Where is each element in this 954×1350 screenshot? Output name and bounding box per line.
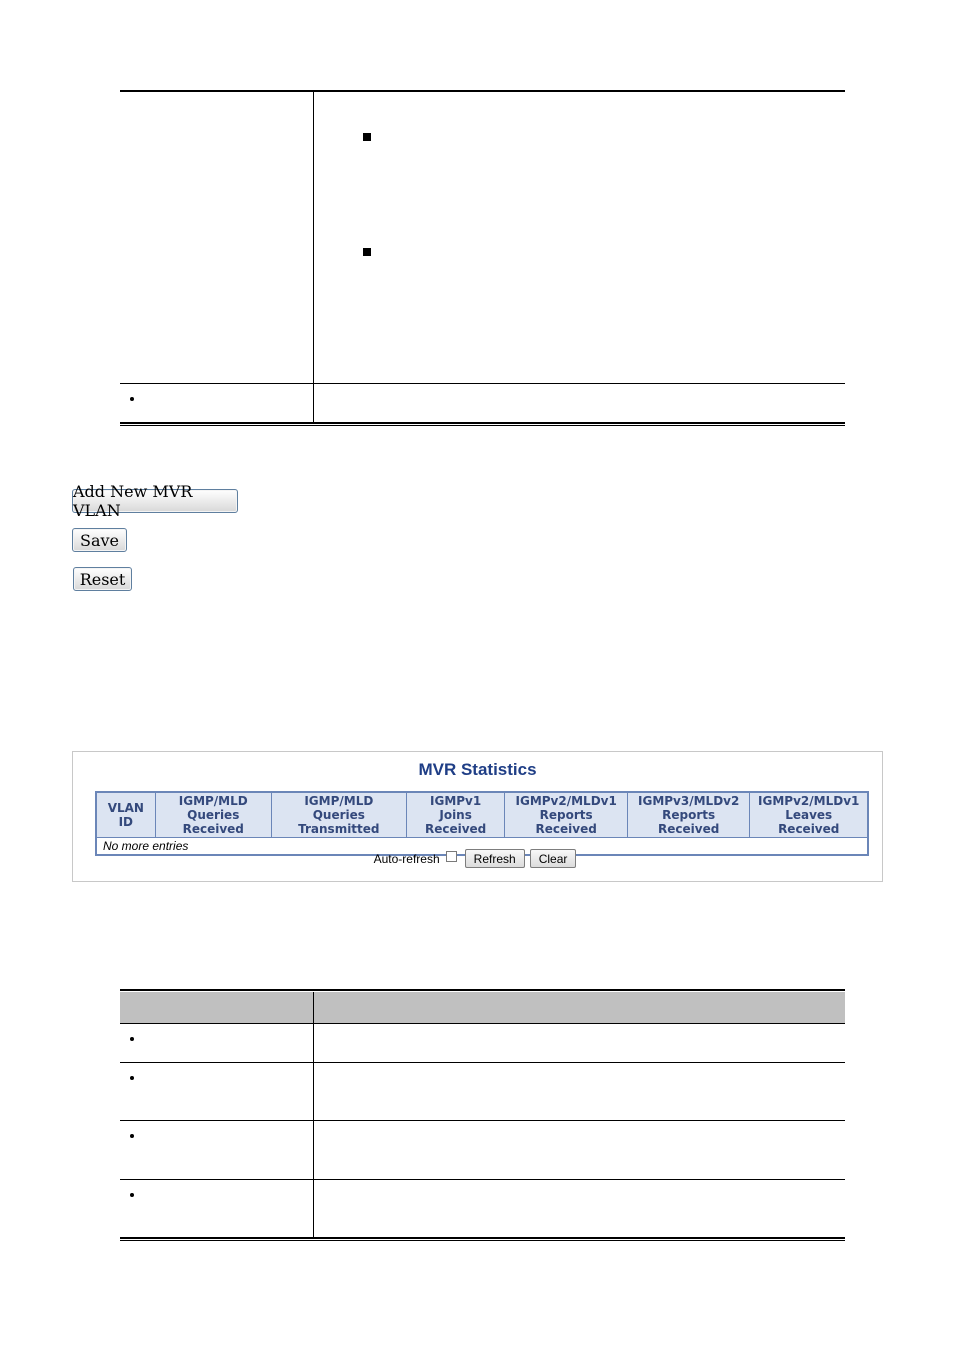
square-bullet-icon [363, 248, 371, 256]
upper-table-column-divider [313, 92, 314, 424]
lower-table-row-divider [120, 1179, 845, 1180]
col-queries-transmitted: IGMP/MLD Queries Transmitted [271, 792, 406, 838]
lower-table-header-rule [120, 1023, 845, 1024]
col-queries-received: IGMP/MLD Queries Received [155, 792, 271, 838]
upper-table-bottom-rule [120, 422, 845, 424]
lower-table-bottom-rule [120, 1237, 845, 1239]
col-igmpv1-joins: IGMPv1 Joins Received [406, 792, 505, 838]
col-v2-reports: IGMPv2/MLDv1 Reports Received [505, 792, 628, 838]
lower-table-row-divider [120, 1062, 845, 1063]
lower-table-top-rule [120, 989, 845, 991]
lower-table-bottom-rule-2 [120, 1240, 845, 1241]
save-button[interactable]: Save [72, 528, 127, 552]
bullet-icon [130, 1193, 134, 1197]
lower-table-column-divider [313, 992, 314, 1238]
auto-refresh-label: Auto-refresh [373, 851, 440, 866]
bullet-icon [130, 1134, 134, 1138]
table-header-row [96, 792, 868, 838]
panel-title: MVR Statistics [418, 760, 537, 779]
col-v3-reports: IGMPv3/MLDv2 Reports Received [627, 792, 750, 838]
col-leaves-received: IGMPv2/MLDv1 Leaves Received [750, 792, 868, 838]
empty-message: No more entries [96, 838, 868, 856]
col-vlan-id: VLAN ID [96, 792, 155, 838]
lower-table-row-divider [120, 1120, 845, 1121]
auto-refresh-checkbox[interactable] [446, 851, 457, 862]
refresh-controls [73, 849, 882, 868]
bullet-icon [130, 1037, 134, 1041]
upper-table-bottom-rule-2 [120, 425, 845, 426]
add-new-mvr-vlan-button[interactable]: Add New MVR VLAN [72, 489, 238, 513]
clear-button[interactable]: Clear [530, 849, 577, 868]
refresh-button[interactable]: Refresh [465, 849, 525, 868]
mvr-statistics-panel [72, 751, 883, 882]
reset-button[interactable]: Reset [73, 567, 132, 591]
lower-table-header [120, 992, 845, 1023]
upper-table-row-divider [120, 383, 845, 384]
bullet-icon [130, 1076, 134, 1080]
square-bullet-icon [363, 133, 371, 141]
bullet-icon [130, 397, 134, 401]
mvr-statistics-table [95, 791, 869, 856]
upper-table-top-rule [120, 90, 845, 92]
